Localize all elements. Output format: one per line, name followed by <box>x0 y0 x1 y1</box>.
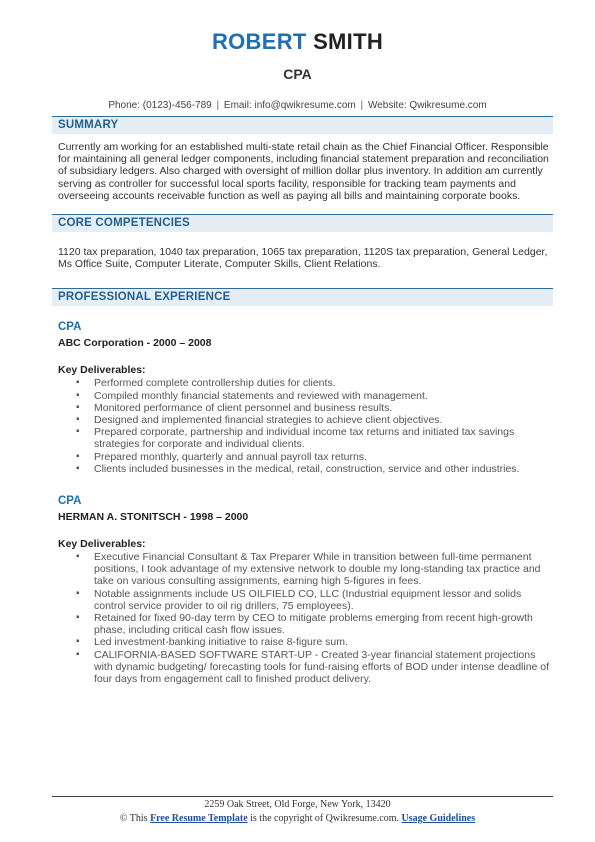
bullet-icon: ▪ <box>76 401 80 413</box>
competencies-heading: CORE COMPETENCIES <box>52 214 553 232</box>
deliverable-item: ▪ Performed complete controllership duties for clients. <box>76 377 336 390</box>
free-resume-template-link[interactable]: Free Resume Template <box>150 813 248 824</box>
bullet-icon: ▪ <box>76 462 80 474</box>
bullet-icon: ▪ <box>76 648 80 660</box>
deliverable-item: ▪ Prepared monthly, quarterly and annual payroll tax returns. <box>76 450 367 463</box>
bullet-icon: ▪ <box>76 389 80 401</box>
experience-entry <box>0 495 595 685</box>
deliverable-item: ▪ Prepared corporate, partnership and individual income tax returns and initiated tax savings strategies for corporate and individual clients. <box>76 426 515 451</box>
deliverables-list <box>76 551 555 685</box>
summary-heading: SUMMARY <box>52 116 553 134</box>
deliverable-item: ▪ Led investment-banking initiative to raise 8-figure sum. <box>76 636 348 649</box>
bullet-icon: ▪ <box>76 377 80 389</box>
copyright-middle: is the copyright of Qwikresume.com. <box>250 813 399 824</box>
bullet-icon: ▪ <box>76 426 80 438</box>
bullet-icon: ▪ <box>76 551 80 563</box>
experience-entry <box>0 321 595 475</box>
footer-address: 2259 Oak Street, Old Forge, New York, 13420 <box>204 799 391 810</box>
contact-website[interactable]: Website: Qwikresume.com <box>367 100 487 111</box>
resume-header <box>0 0 595 112</box>
bullet-icon: ▪ <box>76 450 80 462</box>
last-name: SMITH <box>313 29 384 54</box>
footer-copyright <box>0 813 595 824</box>
competencies-text: 1120 tax preparation, 1040 tax preparation, 1065 tax preparation, 1120S tax preparation, General Ledger, Ms Office Suite, Computer Literate, Computer Skills, Client Relations. <box>58 246 548 271</box>
first-name: ROBERT <box>211 29 307 54</box>
deliverable-item: ▪ Executive Financial Consultant & Tax Preparer While in transition between full-time permanent positions, I took advantage of my extensive network to double my long-standing tax practice and take on various consulting assignments, earning high 5-figures in fees. <box>76 551 541 588</box>
bullet-icon: ▪ <box>76 414 80 426</box>
contact-separator: | <box>216 100 220 111</box>
deliverable-item: ▪ Monitored performance of client personnel and business results. <box>76 401 393 414</box>
experience-heading: PROFESSIONAL EXPERIENCE <box>52 288 553 306</box>
job-company: ABC Corporation - 2000 – 2008 <box>58 337 212 350</box>
key-deliverables-label: Key Deliverables: <box>58 538 146 551</box>
contact-phone: Phone: (0123)-456-789 <box>108 100 212 111</box>
job-title: CPA <box>283 66 312 82</box>
copyright-prefix: © This <box>119 813 148 824</box>
job-position-title: CPA <box>58 321 82 334</box>
job-company: HERMAN A. STONITSCH - 1998 – 2000 <box>58 511 249 524</box>
usage-guidelines-link[interactable]: Usage Guidelines <box>401 813 476 824</box>
bullet-icon: ▪ <box>76 636 80 648</box>
deliverables-list <box>76 377 555 475</box>
contact-separator: | <box>360 100 364 111</box>
bullet-icon: ▪ <box>76 587 80 599</box>
job-position-title: CPA <box>58 495 82 508</box>
contact-line <box>0 100 595 112</box>
bullet-icon: ▪ <box>76 612 80 624</box>
deliverable-item: ▪ Retained for fixed 90-day term by CEO to mitigate problems emerging from recent high-growth phase, including critical cash flow issues. <box>76 612 533 637</box>
summary-text: Currently am working for an established multi-state retail chain as the Chief Financial Officer. Responsible for maintaining all general ledger components, including financial statement preparation and reconciliation of subsidiary ledgers. Also charged with oversight of million dollar plus inventory. In addition am currently serving as controller for successful local sports facility, responsible for tracking team payments and overseeing accounts receivable function as well as paying all bills and maintaining corporate books. <box>58 141 549 202</box>
contact-email[interactable]: Email: info@qwikresume.com <box>223 100 356 111</box>
deliverable-item: ▪ Designed and implemented financial strategies to achieve client objectives. <box>76 414 443 427</box>
deliverable-item: ▪ Clients included businesses in the medical, retail, construction, service and other industries. <box>76 462 520 475</box>
deliverable-item: ▪ CALIFORNIA-BASED SOFTWARE START-UP - Created 3-year financial statement projections with dynamic budgeting/ forecasting tools for fund-raising efforts of BOD under intense deadline of four days from engagement call to finished product delivery. <box>76 648 550 686</box>
candidate-name <box>0 30 595 54</box>
deliverable-item: ▪ Compiled monthly financial statements and reviewed with management. <box>76 389 428 402</box>
key-deliverables-label: Key Deliverables: <box>58 364 146 377</box>
footer-divider <box>52 796 553 797</box>
deliverable-item: ▪ Notable assignments include US OILFIELD CO, LLC (Industrial equipment lessor and solids control service provider to oil rig drillers, 75 employees). <box>76 587 522 612</box>
